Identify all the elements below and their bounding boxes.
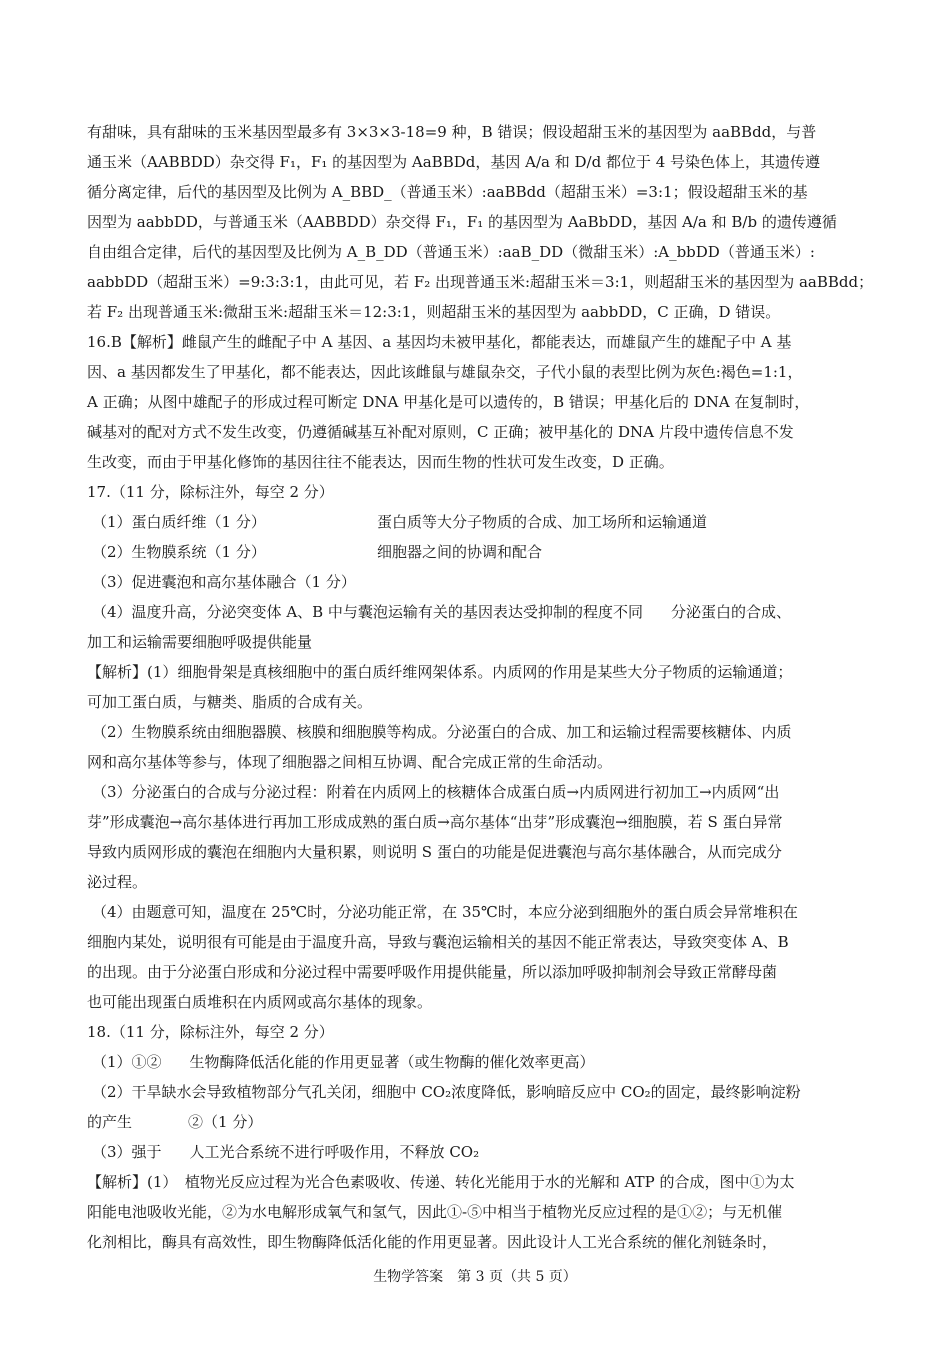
q18-answer-3a: 的产生	[87, 1113, 133, 1131]
analysis-line: 网和高尔基体等参与，体现了细胞器之间相互协调、配合完成正常的生命活动。	[87, 753, 613, 771]
q16-answer: 16.B【解析】雌鼠产生的雌配子中 A 基因、a 基因均未被甲基化，都能表达，而雄鼠产生的雄配子中 A 基	[87, 333, 792, 351]
q17-answer-4b: 分泌蛋白的合成、	[670, 603, 791, 621]
analysis-line: 导致内质网形成的囊泡在细胞内大量积累，则说明 S 蛋白的功能是促进囊泡与高尔基体融合，从而完成分	[87, 843, 782, 861]
q18-answer-4b: 人工光合系统不进行呼吸作用，不释放 CO₂	[189, 1143, 480, 1161]
final-analysis-line: 阳能电池吸收光能，②为水电解形成氧气和氢气，因此①-⑤中相当于植物光反应过程的是①②；与无机催	[87, 1203, 783, 1221]
analysis-line: 细胞内某处，说明很有可能是由于温度升高，导致与囊泡运输相关的基因不能正常表达，导致突变体 A、B	[87, 933, 789, 951]
text-line: 若 F₂ 出现普通玉米:微甜玉米:超甜玉米＝12:3:1，则超甜玉米的基因型为 aabbDD，C 正确，D 错误。	[87, 303, 781, 321]
text-line: 因、a 基因都发生了甲基化，都不能表达，因此该雌鼠与雄鼠杂交，子代小鼠的表型比例为灰色:褐色=1:1，	[87, 363, 803, 381]
q17-answer-2: （2）生物膜系统（1 分）	[92, 543, 266, 561]
analysis-line: 泌过程。	[87, 873, 148, 891]
q18-answer-1a: （1）①②	[92, 1053, 162, 1071]
q17-answer-4	[92, 602, 872, 622]
page-footer: 生物学答案 第 3 页（共 5 页）	[373, 1269, 577, 1285]
analysis-line: （3）分泌蛋白的合成与分泌过程：附着在内质网上的核糖体合成蛋白质→内质网进行初加工→内质网“出	[92, 783, 780, 801]
q17-answer-4a: （4）温度升高，分泌突变体 A、B 中与囊泡运输有关的基因表达受抑制的程度不同	[92, 603, 643, 621]
analysis-line: （4）由题意可知，温度在 25℃时，分泌功能正常，在 35℃时，本应分泌到细胞外的蛋白质会异常堆积在	[92, 903, 798, 921]
q18-answer-1b: 生物酶降低活化能的作用更显著（或生物酶的催化效率更高）	[189, 1053, 595, 1071]
q17-answer-3: （3）促进囊泡和高尔基体融合（1 分）	[92, 573, 356, 591]
q17-answer-1-right: 蛋白质等大分子物质的合成、加工场所和运输通道	[377, 513, 708, 531]
q18-heading: 18.（11 分，除标注外，每空 2 分）	[87, 1023, 334, 1041]
text-line: aabbDD（超甜玉米）=9:3:3:1，由此可见，若 F₂ 出现普通玉米:超甜玉米＝3:1，则超甜玉米的基因型为 aaBBdd；	[87, 273, 874, 291]
text-line: 自由组合定律，后代的基因型及比例为 A_B_DD（普通玉米）:aaB_DD（微甜玉米）:A_bbDD（普通玉米）:	[87, 243, 815, 261]
q17-answer-2-right: 细胞器之间的协调和配合	[377, 543, 543, 561]
text-line: 碱基对的配对方式不发生改变，仍遵循碱基互补配对原则，C 正确；被甲基化的 DNA 片段中遗传信息不发	[87, 423, 794, 441]
analysis-line: 芽”形成囊泡→高尔基体进行再加工形成成熟的蛋白质→高尔基体“出芽”形成囊泡→细胞膜，若 S 蛋白异常	[87, 813, 783, 831]
final-analysis-line: 【解析】(1） 植物光反应过程为光合色素吸收、传递、转化光能用于水的光解和 ATP 的合成，图中①为太	[87, 1173, 795, 1191]
text-line: 通玉米（AABBDD）杂交得 F₁，F₁ 的基因型为 AaBBDd，基因 A/a 和 D/d 都位于 4 号染色体上，其遗传遵	[87, 153, 821, 171]
final-analysis-line: 化剂相比，酶具有高效性，即生物酶降低活化能的作用更显著。因此设计人工光合系统的催化剂链条时，	[87, 1233, 778, 1251]
analysis-line: （2）生物膜系统由细胞器膜、核膜和细胞膜等构成。分泌蛋白的合成、加工和运输过程需要核糖体、内质	[92, 723, 792, 741]
q17-heading: 17.（11 分，除标注外，每空 2 分）	[87, 483, 334, 501]
analysis-line: 可加工蛋白质，与糖类、脂质的合成有关。	[87, 693, 373, 711]
text-line: 生改变，而由于甲基化修饰的基因往往不能表达，因而生物的性状可发生改变，D 正确。	[87, 453, 674, 471]
text-line: 有甜味，具有甜味的玉米基因型最多有 3×3×3-18=9 种，B 错误；假设超甜玉米的基因型为 aaBBdd，与普	[87, 123, 817, 141]
q17-answer-1: （1）蛋白质纤维（1 分）	[92, 513, 266, 531]
text-line: 加工和运输需要细胞呼吸提供能量	[87, 633, 313, 651]
q18-answer-3	[92, 1142, 872, 1162]
analysis-line: 【解析】(1）细胞骨架是真核细胞中的蛋白质纤维网架体系。内质网的作用是某些大分子物质的运输通道；	[87, 663, 793, 681]
text-line: 因型为 aabbDD，与普通玉米（AABBDD）杂交得 F₁，F₁ 的基因型为 AaBbDD，基因 A/a 和 B/b 的遗传遵循	[87, 213, 837, 231]
q18-answer-2-cont	[87, 1112, 867, 1132]
text-line: A 正确；从图中雄配子的形成过程可断定 DNA 甲基化是可以遗传的，B 错误；甲基化后的 DNA 在复制时，	[87, 393, 810, 411]
analysis-line: 的出现。由于分泌蛋白形成和分泌过程中需要呼吸作用提供能量，所以添加呼吸抑制剂会导致正常酵母菌	[87, 963, 778, 981]
text-line: 循分离定律，后代的基因型及比例为 A_BBD_（普通玉米）:aaBBdd（超甜玉米）=3:1；假设超甜玉米的基	[87, 183, 808, 201]
q18-answer-3b: ②（1 分）	[188, 1113, 263, 1131]
q18-answer-4a: （3）强于	[92, 1143, 162, 1161]
analysis-line: 也可能出现蛋白质堆积在内质网或高尔基体的现象。	[87, 993, 433, 1011]
q18-answer-1	[92, 1052, 872, 1072]
q18-answer-2: （2）干旱缺水会导致植物部分气孔关闭，细胞中 CO₂浓度降低，影响暗反应中 CO₂的固定，最终影响淀粉	[92, 1083, 801, 1101]
